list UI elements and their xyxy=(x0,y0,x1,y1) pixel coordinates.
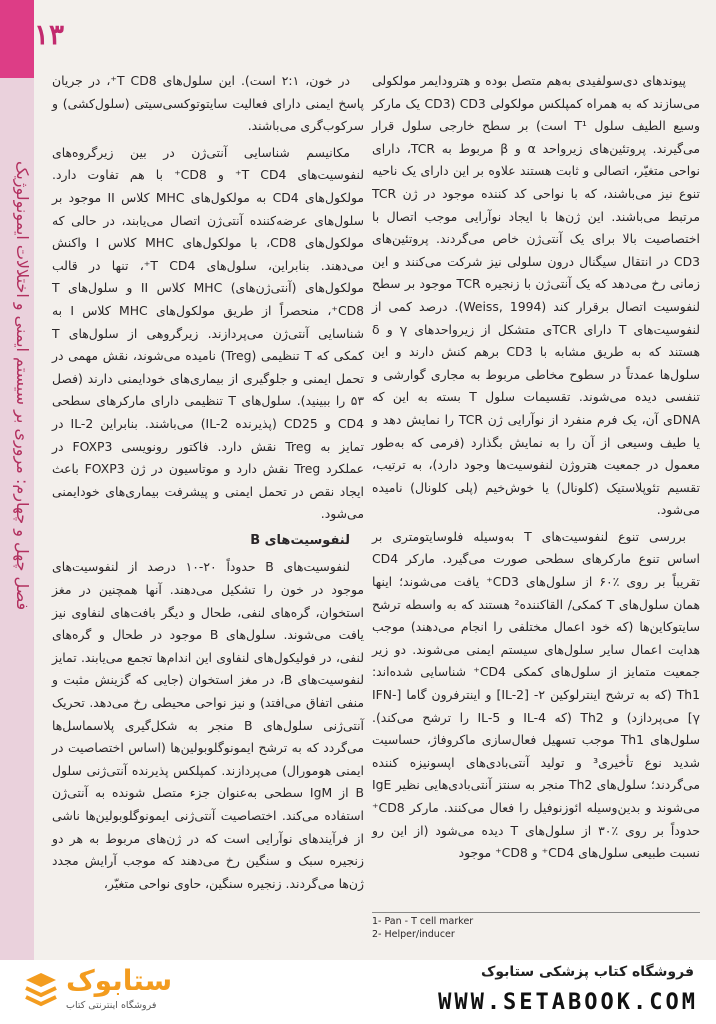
paragraph: بررسی تنوع لنفوسیت‌های T به‌وسیله فلوسایتومتری بر اساس تنوع مارکرهای سطحی صورت می‌گیرد. مارکر CD4 تقریباً بر روی ٪۶۰ از سلول‌های CD3⁺ یافت می‌شوند؛ اینها همان سلول‌های T کمکی/ القاکننده² هستند که به واسطه ترشح سایتوکاین‌ها (که خود اعمال مختلفی را انجام می‌دهند) موجب هدایت اعمال سایر سلول‌های سیستم ایمنی می‌شوند. دو زیر جمعیت متمایز از سلول‌های کمکی CD4⁺ شناسایی شده‌اند: Th1 (که به ترشح اینترلوکین ۲- [IL-2] و اینترفرون گاما [IFN-γ] می‌پردازد) و Th2 (که IL-4 و IL-5 را ترشح می‌کند). سلول‌های Th1 موجب تسهیل فعال‌سازی ماکروفاژ، حساسیت شدید نوع تأخیری³ و تولید آنتی‌بادی‌های اپسونیزه کننده می‌گردند؛ سلول‌های Th2 منجر به سنتز آنتی‌بادی‌هایی نظیر IgE می‌شوند و بدین‌وسیله ائوزنوفیل را فعال می‌کنند. مارکر CD8⁺ حدوداً بر روی ٪۳۰ از سلول‌های T دیده می‌شود (از این رو نسبت طبیعی سلول‌های CD4⁺ و CD8⁺ موجود xyxy=(372,528,701,861)
footnotes xyxy=(372,912,700,941)
book-stack-icon xyxy=(22,970,60,1010)
chapter-side-tab xyxy=(0,0,34,960)
paragraph: پیوندهای دی‌سولفیدی به‌هم متصل بوده و هترودایمر مولکولی می‌سازند که به همراه کمپلکس مولکولی CD3) CD3 یک مارکر وسیع الطیف سلول T¹ است) بر سطح خارجی سلول قرار می‌گیرند. پروتئین‌های زیرواحد α و β مربوط به TCR، دارای نواحی متغیّر، اتصالی و ثابت هستند علاوه بر این دارای یک ناحیه تنوع نیز می‌باشند، که با نواحی کد کننده موجود در ژن TCR مرتبط می‌باشند. این ژن‌ها با ایجاد نوآرایی موجب اتصال با اختصاصیت بالا برای یک آنتی‌ژن خاص می‌گردند. پروتئین‌های CD3 در انتقال سیگنال درون سلولی نیز شرکت می‌کنند و این زمانی رخ می‌دهد که یک آنتی‌ژن با زنجیره TCR موجود بر سطح لنفوسیت اتصال برقرار کند (Weiss, 1994). درصد کمی از لنفوسیت‌های T دارای TCRی متشکل از زیرواحدهای γ و δ هستند که به طریق مشابه با CD3 برهم کنش دارند و این سلول‌ها عمدتاً در سطوح مخاطی مربوط به مجاری گوارشی و تنفسی دیده می‌شوند. تقسیمات سلول T بسته به این که DNAی آن، یک فرم منفرد از نوآرایی ژن TCR را نمایش دهد و یا طیف وسیعی از آن را به نمایش بگذارد (فرمی که به‌طور معمول در جمعیت هتروژن لنفوسیت‌ها وجود دارد)، به ترتیب، تقسیم تئوپلاستیک (کلونال) یا خوش‌خیم (پلی کلونال) نامیده می‌شود. xyxy=(372,73,701,518)
right-column xyxy=(372,70,700,869)
footnote: 2- Helper/inducer xyxy=(372,929,455,940)
store-logo[interactable] xyxy=(22,966,222,1018)
paragraph: در خون، ۲:۱ است). این سلول‌های T CD8⁺، در جریان پاسخ ایمنی دارای فعالیت سایتوتوکسی‌سیتی (سلول‌کشی) و سرکوب‌گری می‌باشند. xyxy=(52,73,364,134)
footnote: 1- Pan - T cell marker xyxy=(372,916,474,927)
store-url-link[interactable]: WWW.SETABOOK.COM xyxy=(438,990,698,1015)
paragraph: لنفوسیت‌های B حدوداً ۲۰-۱۰ درصد از لنفوسیت‌های موجود در خون را تشکیل می‌دهند. آنها همچنین در مغز استخوان، گره‌های لنفی، طحال و دیگر بافت‌های لنفاوی نیز یافت می‌شوند. سلول‌های B موجود در طحال و گره‌های لنفی، در فولیکول‌های لنفاوی این اندام‌ها تجمع می‌یابند. تمایز لنفوسیت‌های B، در مغز استخوان (جایی که گزینش مثبت و منفی اتفاق می‌افتد) و نیز نواحی محیطی رخ می‌دهد. تحریک آنتی‌ژنی سلول‌های B منجر به شکل‌گیری پلاسماسل‌ها می‌گردد که به ترشح ایمونوگلوبولین‌ها (اساس اختصاصیت در ایمنی هومورال) می‌پردازند. کمپلکس پذیرنده آنتی‌ژنی سلول B از IgM سطحی به‌عنوان جزء متصل شونده به آنتی‌ژن استفاده می‌کند. اختصاصیت آنتی‌ژنی ایمونوگلوبولین‌ها ناشی از فرآیندهای نوآرایی است که در ژن‌های مربوط به هر دو زنجیره سبک و سنگین رخ می‌دهند که موجب آرایش مجدد ژن‌ها می‌گردند. زنجیره سنگین، حاوی نواحی متغیّر، xyxy=(52,559,364,891)
store-name: فروشگاه کتاب پزشکی ستابوک xyxy=(481,964,694,980)
logo-text: ستابوک xyxy=(66,964,173,997)
chapter-title: فصل چهل و چهارم: مروری بر سیستم ایمنی و اختلالات ایمونولوژیک xyxy=(13,160,32,610)
logo-tagline: فروشگاه اینترنتی کتاب xyxy=(66,1000,157,1011)
paragraph: مکانیسم شناسایی آنتی‌ژن در بین زیرگروه‌های لنفوسیت‌های T CD4⁺ و CD8⁺ با هم تفاوت دارد. مولکول‌های CD4 به مولکول‌های MHC کلاس II موجود بر سلول‌های عرضه‌کننده آنتی‌ژن اتصال می‌یابند، در حالی که مولکول‌های CD8، با مولکول‌های MHC کلاس I واکنش می‌دهند. بنابراین، سلول‌های T CD4⁺، تنها در قالب مولکول‌های (آنتی‌ژن‌های) MHC کلاس II و سلول‌های T CD8⁺، منحصراً از طریق مولکول‌های MHC کلاس I به شناسایی آنتی‌ژن می‌پردازند. زیرگروهی از سلول‌های T کمکی که T تنظیمی (Treg) نامیده می‌شوند، نقش مهمی در تحمل ایمنی و جلوگیری از بیماری‌های خودایمنی دارند (فصل ۵۳ را ببینید). سلول‌های T تنظیمی دارای مارکرهای سطحی CD4 و CD25 (پذیرنده IL-2) می‌باشند. بنابراین IL-2 در تمایز به Treg نقش دارد. فاکتور رونویسی FOXP3 در عملکرد Treg نقش دارد و موتاسیون در ژن FOXP3 باعث ایجاد نقص در تحمل ایمنی و پیشرفت بیماری‌های خودایمنی می‌شود. xyxy=(52,144,365,522)
section-heading: لنفوسیت‌های B xyxy=(250,532,350,548)
store-banner xyxy=(0,960,716,1024)
page-number: ١٣ xyxy=(34,18,65,51)
left-column xyxy=(52,70,364,899)
chapter-tab-head xyxy=(0,0,34,78)
